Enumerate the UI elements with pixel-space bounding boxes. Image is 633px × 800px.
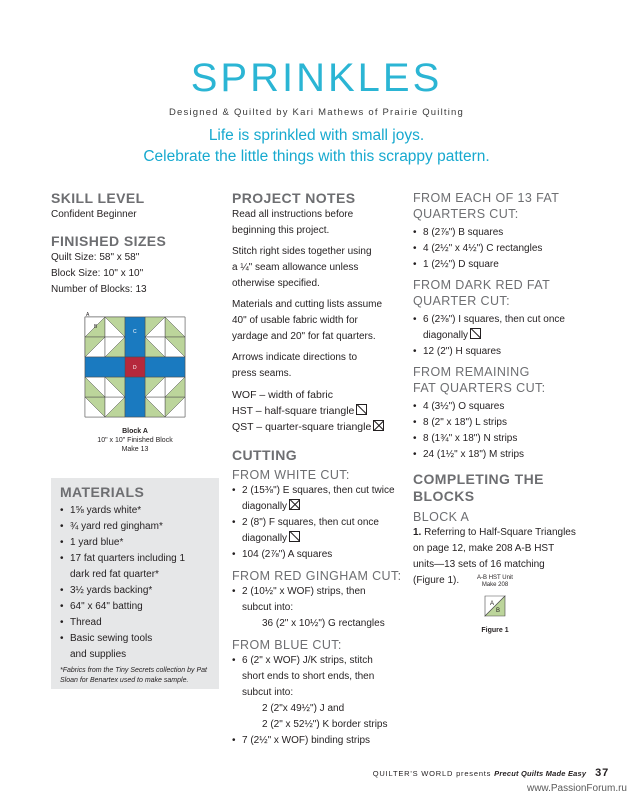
note-line: *Fabrics from the Tiny Secrets collection by Pat	[60, 667, 207, 674]
abbreviations	[232, 387, 407, 435]
list-item	[413, 312, 593, 344]
block-caption-title: Block A	[122, 428, 148, 435]
remaining-list	[413, 399, 593, 463]
list-item-line: • 2 (15⅜") E squares, then cut twice	[242, 485, 395, 496]
step-line: on page 12, make 208 A-B HST	[413, 543, 555, 554]
step-line	[413, 525, 593, 541]
white-cut-heading: FROM WHITE CUT:	[232, 468, 350, 482]
blue-cut-list	[232, 653, 407, 749]
label-a: A	[86, 312, 90, 318]
tagline-line: Life is sprinkled with small joys.	[208, 127, 425, 144]
block-caption-make: Make 13	[121, 446, 149, 453]
label-c: C	[133, 329, 137, 335]
list-item: • 1 (2½") D square	[413, 257, 593, 273]
step-number: 1.	[413, 527, 422, 538]
page-title: SPRINKLES	[190, 56, 443, 100]
remaining-heading	[413, 364, 593, 396]
list-item: • 7 (2½" x WOF) binding strips	[232, 733, 407, 749]
abbr-wof: WOF – width of fabric	[232, 389, 333, 401]
block-a-heading: BLOCK A	[413, 510, 470, 524]
step-line: (Figure 1).	[413, 575, 460, 586]
note-line: Stitch right sides together using	[232, 246, 372, 257]
heading-line: COMPLETING THE	[413, 471, 544, 487]
note-line: beginning this project.	[232, 225, 330, 236]
note-paragraph	[232, 297, 407, 345]
list-item: • Thread	[60, 615, 211, 631]
abbr-hst-text: HST – half-square triangle	[232, 405, 355, 417]
note-paragraph	[232, 244, 407, 292]
corner-unit-bottom-left	[85, 377, 125, 417]
list-item: • 8 (2⅞") B squares	[413, 225, 593, 241]
materials-note	[60, 666, 211, 686]
corner-unit-top-right	[145, 317, 185, 357]
finished-line: Quilt Size: 58" x 58"	[51, 252, 140, 263]
block-a-caption	[80, 427, 190, 454]
list-item: • 1⅝ yards white*	[60, 503, 211, 519]
step-text: Referring to Half-Square Triangles	[424, 527, 576, 538]
list-item: • 4 (3½") O squares	[413, 399, 593, 415]
page-number: 37	[595, 767, 609, 779]
cutting-heading: CUTTING	[232, 447, 298, 463]
note-paragraph	[232, 207, 407, 239]
watermark: www.PassionForum.ru	[526, 783, 627, 794]
note-line: a ¼" seam allowance unless	[232, 262, 359, 273]
note-line: 40" of usable fabric width for	[232, 315, 358, 326]
completing-heading	[413, 471, 593, 505]
list-item-line: • 17 fat quarters including 1	[70, 553, 186, 564]
list-item: • 104 (2⅞") A squares	[232, 547, 407, 563]
hst-icon	[356, 404, 367, 415]
list-item: • 24 (1½" x 18") M strips	[413, 447, 593, 463]
list-item-line	[423, 328, 593, 344]
abbr-hst	[232, 403, 407, 419]
list-item-text: diagonally	[242, 533, 288, 544]
fat13-list	[413, 225, 593, 273]
list-item	[60, 631, 211, 663]
white-cut-list	[232, 483, 407, 563]
list-item	[232, 653, 407, 733]
finished-line: Number of Blocks: 13	[51, 284, 147, 295]
left-column	[51, 190, 221, 298]
skill-value: Confident Beginner	[51, 209, 137, 220]
hst-label-b: B	[496, 608, 501, 614]
note-line: yardage and 20" for fat quarters.	[232, 331, 376, 342]
list-item	[60, 551, 211, 583]
list-item-line	[242, 499, 407, 515]
note-line: Materials and cutting lists assume	[232, 299, 383, 310]
abbr-qst	[232, 419, 407, 435]
list-item-line: and supplies	[70, 649, 127, 660]
page-footer	[373, 767, 609, 779]
darkred-heading	[413, 277, 593, 309]
label-d: D	[133, 365, 137, 371]
heading-line: QUARTER CUT:	[413, 294, 510, 308]
finished-line: Block Size: 10" x 10"	[51, 268, 144, 279]
list-item: • 1 yard blue*	[60, 535, 211, 551]
list-item-line: • 2 (8") F squares, then cut once	[242, 517, 379, 528]
qst-icon	[289, 499, 300, 510]
red-cut-list	[232, 584, 407, 632]
middle-column	[232, 190, 407, 749]
figure-unit-label: A-B HST Unit	[477, 575, 513, 581]
note-line: Sloan for Benartex used to make sample.	[60, 677, 189, 684]
tagline	[0, 125, 633, 167]
hst-label-a: A	[490, 601, 495, 607]
corner-unit-top-left	[85, 317, 125, 357]
list-item	[232, 515, 407, 547]
list-item: • ¾ yard red gingham*	[60, 519, 211, 535]
hst-icon	[470, 328, 481, 339]
finished-heading: FINISHED SIZES	[51, 233, 167, 249]
list-item-line: subcut into:	[242, 687, 294, 698]
note-line: otherwise specified.	[232, 278, 320, 289]
list-item-line: • 2 (10½" x WOF) strips, then	[242, 586, 366, 597]
figure-1-label: Figure 1	[481, 627, 509, 634]
list-item-line: dark red fat quarter*	[70, 569, 159, 580]
heading-line: FROM DARK RED FAT	[413, 278, 551, 292]
list-item-line: 2 (2" x 52½") K border strips	[262, 719, 388, 730]
note-line: Arrows indicate directions to	[232, 352, 358, 363]
list-item-line: short ends to short ends, then	[242, 671, 375, 682]
materials-heading: MATERIALS	[60, 484, 145, 500]
heading-line: QUARTERS CUT:	[413, 207, 519, 221]
step-line: units—13 sets of 16 matching	[413, 559, 545, 570]
list-item	[232, 483, 407, 515]
heading-line: FROM REMAINING	[413, 365, 530, 379]
block-a-diagram	[80, 312, 190, 424]
footer-brand: QUILTER'S WORLD presents	[372, 769, 492, 778]
list-item: • 4 (2½" x 4½") C rectangles	[413, 241, 593, 257]
skill-heading: SKILL LEVEL	[51, 190, 145, 206]
materials-list	[60, 503, 211, 663]
figure-1-hst-unit	[484, 595, 506, 617]
heading-line: FROM EACH OF 13 FAT	[413, 191, 560, 205]
list-item: • 12 (2") H squares	[413, 344, 593, 360]
fat13-heading	[413, 190, 593, 222]
list-item-line: 36 (2" x 10½") G rectangles	[262, 618, 385, 629]
heading-line: FAT QUARTERS CUT:	[413, 381, 546, 395]
heading-line: BLOCKS	[413, 488, 475, 504]
list-item-line: subcut into:	[242, 602, 294, 613]
list-item	[232, 584, 407, 632]
designer-credit: Designed & Quilted by Kari Mathews of Prairie Quilting	[168, 107, 465, 118]
list-item: • 8 (1¾" x 18") N strips	[413, 431, 593, 447]
list-item: • 64" x 64" batting	[60, 599, 211, 615]
corner-unit-bottom-right	[145, 377, 185, 417]
footer-book-title: Precut Quilts Made Easy	[494, 769, 587, 778]
qst-icon	[373, 420, 384, 431]
list-item-line: • 6 (2⅜") I squares, then cut once	[423, 314, 565, 325]
materials-box	[51, 478, 219, 689]
project-notes-heading: PROJECT NOTES	[232, 190, 356, 206]
blue-cut-heading: FROM BLUE CUT:	[232, 638, 342, 652]
hst-icon	[289, 531, 300, 542]
list-item-line: • Basic sewing tools	[70, 633, 153, 644]
note-line: Read all instructions before	[232, 209, 354, 220]
list-item-text: diagonally	[423, 330, 469, 341]
label-b: B	[94, 324, 98, 330]
list-item-line: 2 (2"x 49½") J and	[262, 703, 345, 714]
list-item-line	[242, 531, 407, 547]
tagline-line: Celebrate the little things with this scrappy pattern.	[143, 148, 490, 165]
list-item: • 8 (2" x 18") L strips	[413, 415, 593, 431]
red-cut-heading: FROM RED GINGHAM CUT:	[232, 569, 402, 583]
darkred-list	[413, 312, 593, 360]
list-item: • 3½ yards backing*	[60, 583, 211, 599]
note-line: press seams.	[232, 368, 292, 379]
abbr-qst-text: QST – quarter-square triangle	[232, 421, 372, 433]
figure-unit-make: Make 208	[481, 582, 509, 588]
block-caption-size: 10" x 10" Finished Block	[97, 437, 173, 444]
list-item-text: diagonally	[242, 501, 288, 512]
note-paragraph	[232, 350, 407, 382]
list-item-line: • 6 (2" x WOF) J/K strips, stitch	[242, 655, 373, 666]
figure-1-caption	[465, 575, 525, 589]
right-column	[413, 190, 593, 589]
